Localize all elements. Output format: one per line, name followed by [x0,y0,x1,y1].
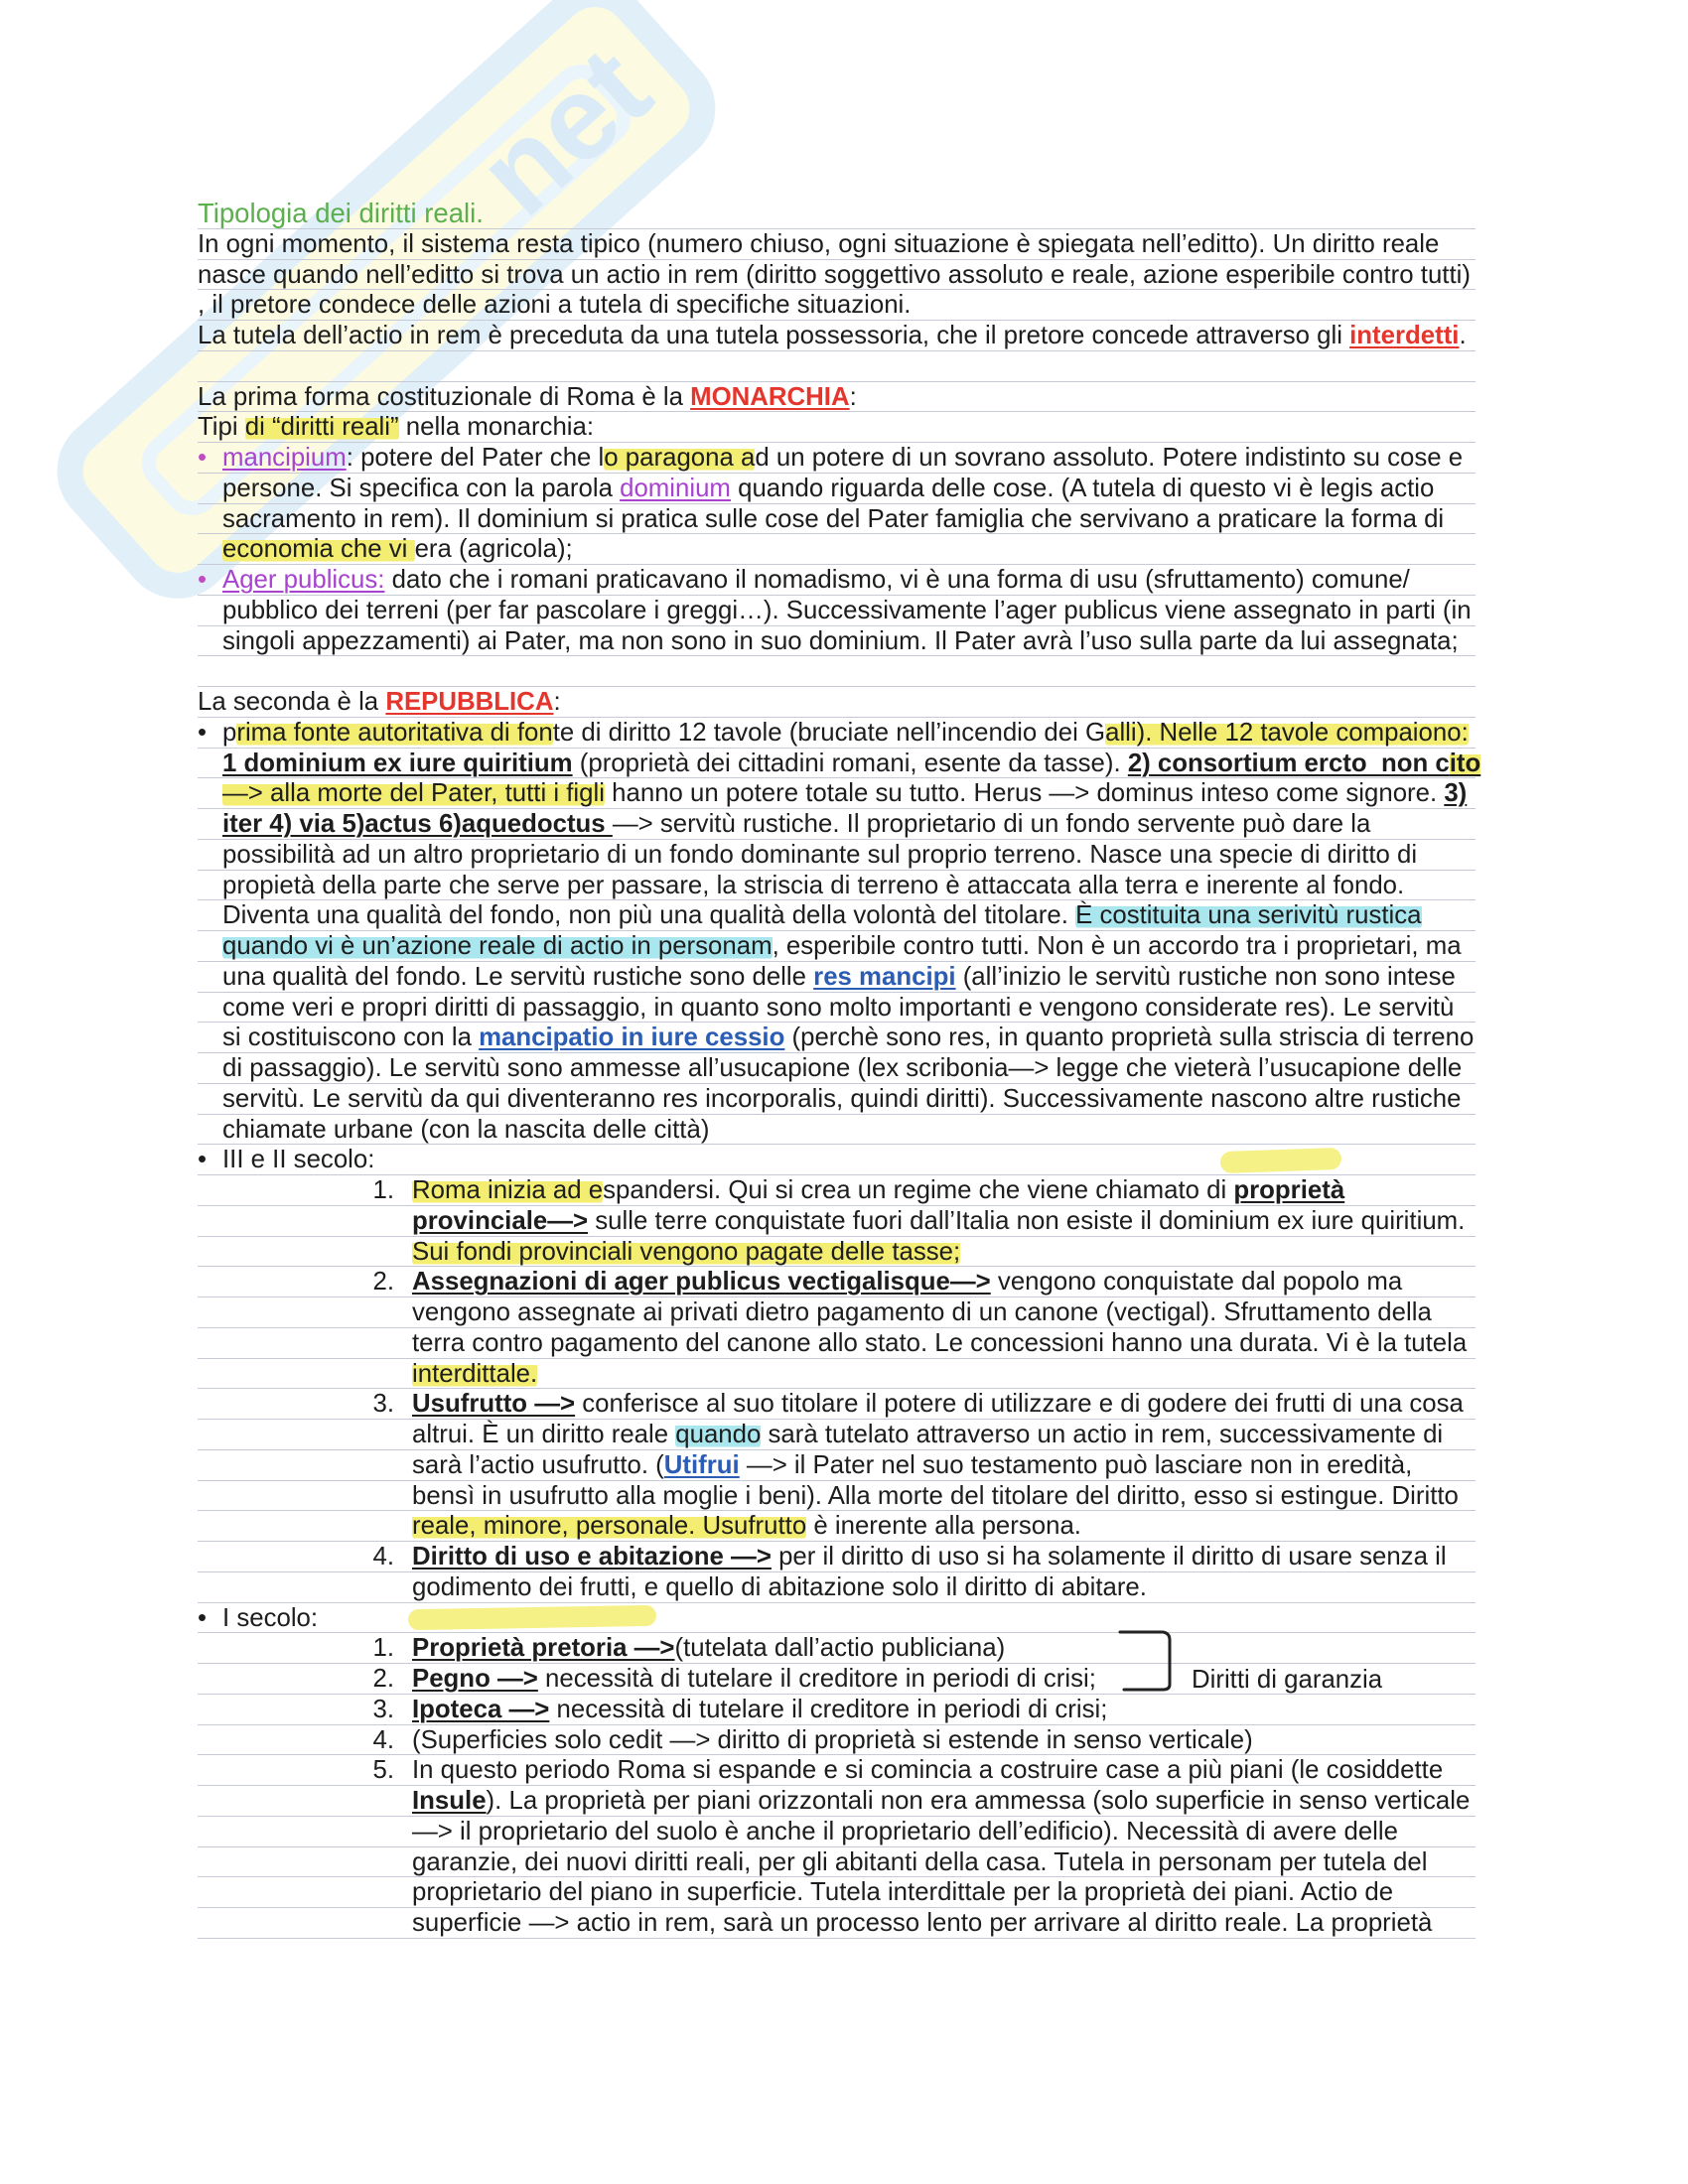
text-run: ). La proprietà per piani orizzontali non era ammessa (solo superficie in senso verticale [486,1787,1471,1815]
note-line [198,1420,1476,1450]
text-run: spandersi. Qui si crea un regime che viene chiamato di [603,1176,1234,1204]
note-line [198,1297,1476,1328]
note-line [198,1877,1476,1908]
key-term: mancipatio in iure cessio [479,1024,785,1052]
note-line [198,1755,1476,1786]
line-text [198,290,911,321]
text-run: dato che i romani praticavano il nomadismo, vi è una forma di usu (sfruttamento) comune/ [384,566,1410,594]
note-line [198,1175,1476,1206]
text-run: altrui. È un diritto reale [412,1421,676,1448]
note-line [198,382,1476,413]
note-line [198,1603,1476,1634]
highlighted-text: o paragona a [604,444,756,472]
line-text [412,1297,1432,1328]
line-text [222,1023,1474,1053]
note-line [198,1237,1476,1268]
note-line [198,718,1476,749]
text-run: necessità di tutelare il creditore in periodi di crisi; [537,1665,1096,1693]
text-run: . [1459,322,1467,349]
key-term: Ipoteca —> [412,1695,550,1723]
highlighted-text: rima fonte autoritativa di fon [236,718,553,747]
key-term: Diritto di uso e abitazione —> [412,1543,772,1570]
text-run: p [222,718,237,747]
text-run: sacramento in rem). Il dominium si pratica sulle cose del Pater famiglia che servivano a praticare la forma di [222,504,1445,533]
note-line [198,1328,1476,1359]
note-line [198,1908,1476,1939]
text-run: —> il Pater nel suo testamento può lasciare non in eredità, [739,1450,1413,1479]
note-line [198,596,1476,626]
line-text [412,1481,1459,1512]
text-run: chiamate urbane (con la nascita delle città) [222,1115,710,1144]
list-number: 4. [372,1543,394,1570]
text-run: sulle terre conquistate fuori dall’Italia non esiste il dominium ex iure quiritium. [588,1206,1466,1235]
line-text [222,1115,709,1146]
note-line [198,1206,1476,1237]
line-text [222,534,573,565]
list-number: 3. [372,1695,394,1723]
note-line [198,1725,1476,1756]
note-line [198,1817,1476,1847]
line-text [412,1389,1464,1420]
note-line [198,1450,1476,1481]
text-run: te di diritto 12 tavole (bruciate nell’incendio dei G [552,718,1106,747]
note-line [198,1695,1476,1725]
text-run: : potere del Pater che l [346,444,605,472]
line-text [222,626,1459,657]
line-text [412,1847,1427,1878]
text-run: La prima forma costituzionale di Roma è la [198,382,691,411]
key-term: iter 4) via 5)actus 6)aquedoctus [222,810,613,838]
text-run: è inerente alla persona. [806,1512,1081,1541]
text-run: come veri e propri diritti di passaggio, in quanto sono molto importanti e vengono considerate res). Le servitù [222,993,1455,1022]
key-term: mancipium [222,444,347,472]
line-text [412,1359,537,1390]
line-text [222,1603,318,1634]
note-line [198,962,1476,993]
line-text [412,1267,1402,1297]
text-run: proprietario del piano in superficie. Tutela interdittale per la proprietà dei piani. Actio de [412,1878,1394,1907]
line-text [198,412,594,443]
line-text [198,260,1471,291]
note-line [198,504,1476,535]
line-text [412,1695,1107,1725]
key-term: Ager publicus: [222,566,385,594]
highlighted-text: quando [675,1421,762,1448]
line-text [222,565,1410,596]
note-line [198,900,1476,931]
note-line [198,565,1476,596]
text-run: singoli appezzamenti) ai Pater, ma non sono in suo dominium. Il Pater avrà l’uso sulla parte da lui assegnata; [222,626,1459,655]
key-term: Insule [412,1787,487,1815]
line-text [412,1908,1432,1939]
note-line [198,626,1476,657]
text-run: : [553,688,561,716]
note-line [198,1359,1476,1390]
line-text [222,900,1422,931]
line-text [198,687,561,718]
text-run: nella monarchia: [398,413,595,442]
text-run: servitù. Le servitù da qui diventeranno res incorporalis, quindi diritti). Successivamente nascono altre rustiche [222,1084,1462,1113]
line-text [222,1145,374,1175]
note-line [198,687,1476,718]
text-run: hanno un potere totale su tutto. Herus —> dominus inteso come signore. [604,779,1445,808]
note-line [198,931,1476,962]
line-text [412,1511,1081,1542]
bullet-marker: • [198,718,208,747]
text-run: (perchè sono res, in quanto proprietà sulla striscia di terreno [784,1024,1475,1052]
note-line [198,1511,1476,1542]
text-run: nasce quando nell’editto si trova un actio in rem (diritto soggettivo assoluto e reale, azione esperibile contro tutti) [198,260,1471,289]
line-text [222,962,1456,993]
note-line [198,1084,1476,1115]
note-line [198,1267,1476,1297]
highlighted-text: Roma inizia ad e [412,1176,604,1204]
title-line [198,199,1476,229]
text-run: terra contro pagamento del canone allo stato. Le concessioni hanno una durata. Vi è la tutela [412,1328,1468,1357]
text-run: La seconda è la [198,688,386,716]
note-line [198,749,1481,779]
note-line [198,871,1476,901]
line-text [198,321,1467,351]
key-term: Usufrutto —> [412,1390,576,1419]
text-run: per il diritto di uso si ha solamente il diritto di usare senza il [771,1543,1447,1570]
line-text [412,1877,1393,1908]
line-text [412,1786,1470,1817]
highlighted-text: È costituita una serivitù rustica [1075,901,1422,930]
text-run: era (agricola); [414,535,573,564]
line-text [222,993,1454,1024]
highlighted-text: economia che vi [222,535,415,564]
note-line [198,993,1476,1024]
blank-line [198,351,1476,382]
key-term: 1 dominium ex iure quiritium [222,749,573,777]
list-number: 2. [372,1268,394,1297]
note-line [198,809,1476,840]
key-term: MONARCHIA [690,382,850,411]
highlighted-text: interdittale. [412,1359,538,1388]
text-run: La tutela dell’actio in rem è preceduta da una tutela possessoria, che il pretore concede attraverso gli [198,322,1350,349]
highlighted-text: alli). Nelle 12 tavole compaiono: [1105,718,1469,747]
text-run: (Superficies solo cedit —> diritto di proprietà si estende in senso verticale) [412,1725,1253,1754]
bullet-marker: • [198,1146,208,1174]
line-text [412,1755,1443,1786]
key-term: Assegnazioni di ager publicus vectigalisque—> [412,1268,991,1297]
line-text [412,1175,1344,1206]
bullet-marker: • [198,444,208,472]
key-term: 2) consortium ercto non c [1127,749,1450,777]
text-run: In questo periodo Roma si espande e si comincia a costruire case a più piani (le cosiddette [412,1756,1444,1785]
highlighted-text: di “diritti reali” [244,413,399,442]
text-run: possibilità ad un altro proprietario di un fondo dominante sul proprio terreno. Nasce una specie di diritto di [222,840,1418,869]
line-text [412,1237,960,1268]
text-run: —> servitù rustiche. Il proprietario di un fondo servente può dare la [612,810,1371,838]
text-run: (all’inizio le servitù rustiche non sono intese [955,962,1456,991]
text-run: quando riguarda delle cose. (A tutela di questo vi è legis actio [730,474,1435,502]
text-run: Diventa una qualità del fondo, non più una qualità della volontà del titolare. [222,901,1076,930]
highlighted-text: quando vi è un’azione reale di actio in personam [222,932,773,960]
note-line [198,1115,1476,1146]
line-text [412,1450,1412,1481]
line-text [412,1328,1467,1359]
list-number: 2. [372,1665,394,1693]
text-run: si costituiscono con la [222,1024,480,1052]
note-line [198,1053,1476,1084]
key-term: Pegno —> [412,1665,538,1693]
text-run: persone. Si specifica con la parola [222,474,621,502]
text-run: In ogni momento, il sistema resta tipico (numero chiuso, ogni situazione è spiegata nell’editto). Un diritto reale [198,229,1440,258]
bullet-marker: • [198,566,208,594]
text-run: : [849,382,857,411]
note-line [198,229,1476,260]
line-text [222,1084,1461,1115]
key-term: dominium [620,474,731,502]
note-line [198,260,1476,291]
note-line [198,443,1476,474]
text-run: propietà della parte che serve per passare, la striscia di terreno è attaccata alla terra e inerente al fondo. [222,871,1405,899]
list-number: 3. [372,1390,394,1419]
note-line [198,1481,1476,1512]
text-run: d un potere di un sovrano assoluto. Potere indistinto su cose e [755,444,1464,472]
line-text [222,931,1462,962]
text-run: di passaggio). Le servitù sono ammesse all’usucapione (lex scribonia—> legge che vieterà l’usucapione delle [222,1054,1463,1082]
list-number: 5. [372,1756,394,1785]
text-run: bensì in usufrutto alla moglie i beni). Alla morte del titolare del diritto, esso si estingue. Diritto [412,1481,1459,1510]
key-term: 3) [1444,779,1468,808]
line-text [198,229,1439,260]
line-text [412,1633,1005,1664]
note-line [198,1542,1476,1572]
line-text [222,749,1480,779]
key-term: interdetti [1349,322,1460,349]
line-text [412,1817,1398,1847]
page-title: Tipologia dei diritti reali. [198,198,484,228]
list-number: 1. [372,1176,394,1204]
text-run: , il pretore condece delle azioni a tutela di specifiche situazioni. [198,291,912,320]
text-run: vengono assegnate ai privati dietro pagamento di un canone (vectigal). Sfruttamento della [412,1298,1432,1326]
line-text [412,1572,1147,1603]
line-text [412,1664,1096,1695]
key-term: provinciale—> [412,1206,589,1235]
line-text [222,1053,1462,1084]
note-line [198,1633,1476,1664]
watermark-text: net [453,22,675,241]
text-run: una qualità del fondo. Le servitù rustiche sono delle [222,962,814,991]
note-line [198,1786,1476,1817]
guarantee-rights-label: Diritti di garanzia [1192,1665,1383,1694]
key-term: res mancipi [813,962,956,991]
key-term: Utifrui [663,1450,740,1479]
note-line [198,290,1476,321]
line-text [412,1206,1465,1237]
line-text [222,809,1370,840]
text-run: (tutelata dall’actio publiciana) [674,1634,1006,1663]
text-run: I secolo: [222,1603,319,1632]
key-term: proprietà [1233,1176,1345,1204]
line-text [198,382,857,413]
line-text [222,596,1472,626]
text-run: Tipi [198,413,245,442]
text-run: sarà l’actio usufrutto. ( [412,1450,664,1479]
note-line [198,1023,1476,1053]
text-run: garanzie, dei nuovi diritti reali, per gli abitanti della casa. Tutela in personam per tutela del [412,1847,1428,1876]
text-run: —> il proprietario del suolo è anche il proprietario dell’edificio). Necessità di avere delle [412,1817,1398,1845]
note-line [198,840,1476,871]
note-line [198,412,1476,443]
key-term: REPUBBLICA [385,688,554,716]
text-run: necessità di tutelare il creditore in periodi di crisi; [549,1695,1108,1723]
highlighted-text: —> alla morte del Pater, tutti i figli [222,779,605,808]
note-line [198,778,1476,809]
text-run: superficie —> actio in rem, sarà un processo lento per arrivare al diritto reale. La proprietà [412,1909,1433,1937]
note-line [198,1572,1476,1603]
text-run: , esperibile contro tutti. Non è un accordo tra i proprietari, ma [772,932,1462,960]
line-text [222,443,1463,474]
line-text [222,504,1444,535]
line-text [222,778,1467,809]
text-run: vengono conquistate dal popolo ma [990,1268,1403,1297]
highlighted-key-term: ito [1449,749,1481,777]
line-text [412,1420,1443,1450]
note-line [198,534,1476,565]
blank-line [198,656,1476,687]
bracket-mark [1112,1623,1182,1698]
line-text [222,871,1404,901]
note-line [198,1847,1476,1878]
line-text [412,1725,1253,1756]
text-run: III e II secolo: [222,1146,375,1174]
text-run: (proprietà dei cittadini romani, esente da tasse). [572,749,1128,777]
text-run: godimento dei frutti, e quello di abitazione solo il diritto di abitare. [412,1572,1147,1601]
list-number: 4. [372,1725,394,1754]
note-line [198,474,1476,504]
highlighted-text: Sui fondi provinciali vengono pagate delle tasse; [412,1237,961,1266]
bullet-marker: • [198,1603,208,1632]
note-line [198,1389,1476,1420]
line-text [222,474,1434,504]
text-run: sarà tutelato attraverso un actio in rem, successivamente di [761,1421,1444,1448]
key-term: Proprietà pretoria —> [412,1634,675,1663]
text-run: pubblico dei terreni (per far pascolare i greggi…). Successivamente l’ager publicus viene assegnato in parti (in [222,596,1472,624]
list-number: 1. [372,1634,394,1663]
highlighted-text: reale, minore, personale. Usufrutto [412,1512,807,1541]
text-run: conferisce al suo titolare il potere di utilizzare e di godere dei frutti di una cosa [575,1390,1464,1419]
note-line [198,1145,1476,1175]
line-text [412,1542,1447,1572]
line-text [222,840,1417,871]
line-text [222,718,1469,749]
note-line [198,321,1476,351]
